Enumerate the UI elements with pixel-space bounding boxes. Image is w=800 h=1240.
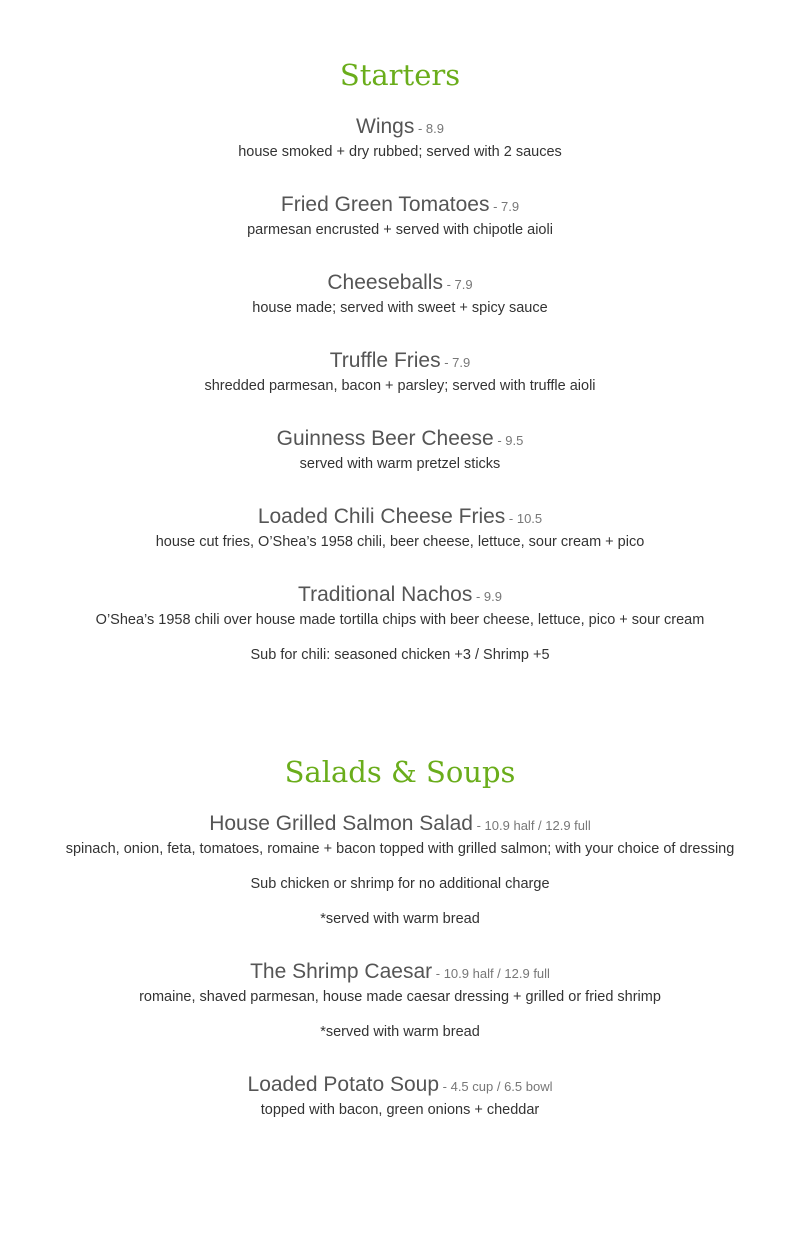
item-description: shredded parmesan, bacon + parsley; served with truffle aioli: [204, 378, 596, 394]
item-description: house made; served with sweet + spicy sauce: [252, 300, 548, 316]
item-name: Loaded Potato Soup: [247, 1073, 440, 1096]
item-name: Wings: [356, 115, 415, 138]
item-note: Sub chicken or shrimp for no additional charge: [250, 876, 550, 892]
menu-item-loaded-chili-cheese-fries: [0, 503, 800, 553]
menu-item-truffle-fries: [0, 347, 800, 397]
item-note: Sub for chili: seasoned chicken +3 / Shrimp +5: [250, 647, 550, 663]
menu-item-fried-green-tomatoes: [0, 191, 800, 241]
item-description: house smoked + dry rubbed; served with 2 sauces: [238, 144, 562, 160]
item-price: - 9.9: [472, 589, 502, 604]
item-price: - 10.5: [505, 511, 543, 526]
item-name: House Grilled Salmon Salad: [209, 812, 473, 835]
item-note: *served with warm bread: [320, 911, 480, 927]
item-name: Loaded Chili Cheese Fries: [257, 505, 506, 528]
item-price: - 9.5: [493, 433, 524, 448]
item-price: - 10.9 half / 12.9 full: [432, 966, 550, 981]
menu-item-traditional-nachos: [0, 581, 800, 666]
item-description: romaine, shaved parmesan, house made caesar dressing + grilled or fried shrimp: [139, 989, 661, 1005]
item-note: *served with warm bread: [320, 1024, 480, 1040]
item-price: - 7.9: [489, 199, 520, 214]
menu-item-guinness-beer-cheese: [0, 425, 800, 475]
item-name: Cheeseballs: [327, 271, 443, 294]
item-name: Traditional Nachos: [298, 583, 473, 606]
section-title-starters: Starters: [339, 58, 461, 92]
item-price: - 4.5 cup / 6.5 bowl: [439, 1079, 553, 1094]
item-name: Guinness Beer Cheese: [276, 427, 494, 450]
menu-item-house-grilled-salmon-salad: [0, 810, 800, 930]
menu-item-wings: [0, 113, 800, 163]
item-price: - 8.9: [414, 121, 444, 136]
section-title-salads-soups: Salads & Soups: [284, 755, 516, 789]
item-description: parmesan encrusted + served with chipotle aioli: [247, 222, 553, 238]
item-name: Fried Green Tomatoes: [280, 193, 490, 216]
menu-item-shrimp-caesar: [0, 958, 800, 1043]
item-description: spinach, onion, feta, tomatoes, romaine + bacon topped with grilled salmon; with your choice of dressing: [65, 841, 735, 857]
item-price: - 7.9: [442, 277, 473, 292]
section-salads-soups: [0, 694, 800, 1121]
item-price: - 10.9 half / 12.9 full: [473, 818, 591, 833]
menu-item-cheeseballs: [0, 269, 800, 319]
menu-item-loaded-potato-soup: [0, 1071, 800, 1121]
item-name: Truffle Fries: [329, 349, 441, 372]
item-name: The Shrimp Caesar: [250, 960, 433, 983]
item-price: - 7.9: [440, 355, 471, 370]
item-description: house cut fries, O’Shea’s 1958 chili, beer cheese, lettuce, sour cream + pico: [155, 534, 645, 550]
item-description: served with warm pretzel sticks: [299, 456, 501, 472]
item-description: topped with bacon, green onions + cheddar: [260, 1102, 540, 1118]
item-description: O’Shea’s 1958 chili over house made tortilla chips with beer cheese, lettuce, pico + sour cream: [95, 612, 705, 628]
